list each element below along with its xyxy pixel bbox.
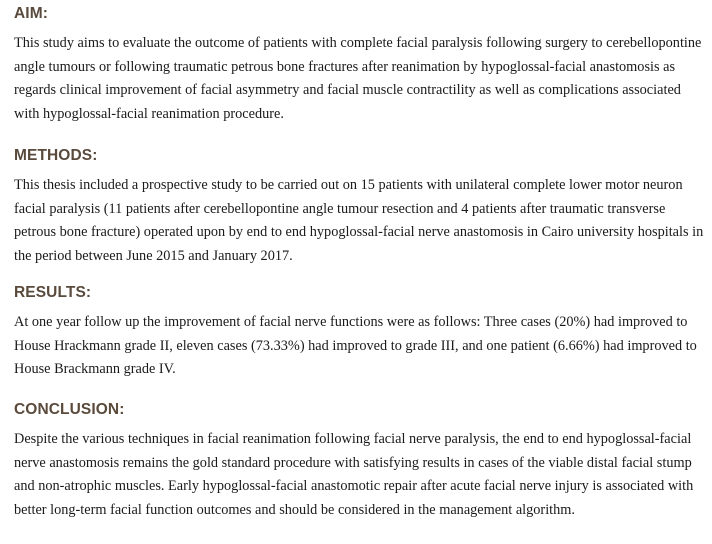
section-text-conclusion: Despite the various techniques in facial reanimation following facial nerve paralysis, the end to end hypoglossal-facial nerve anastomosis remains the gold standard procedure with satisfying results in cases of the viable distal facial stump and non-atrophic muscles. Early hypoglossal-facial anastomotic repair after acute facial nerve injury is associated with better long-term facial function outcomes and should be considered in the management algorithm. (14, 431, 694, 518)
section-aim (14, 0, 706, 142)
abstract (14, 0, 706, 544)
section-results (14, 279, 706, 396)
section-heading-methods: METHODS: (14, 147, 98, 164)
section-heading-aim: AIM: (14, 5, 48, 22)
section-text-aim: This study aims to evaluate the outcome of patients with complete facial paralysis following surgery to cerebellopontine angle tumours or following traumatic petrous bone fractures after reanimation by hypoglossal-facial anastomosis as regards clinical improvement of facial asymmetry and facial muscle contractility as well as complications associated with hypoglossal-facial reanimation procedure. (14, 35, 702, 122)
section-methods (14, 142, 706, 279)
section-heading-results: RESULTS: (14, 284, 92, 301)
section-heading-conclusion: CONCLUSION: (14, 401, 125, 418)
section-conclusion (14, 396, 706, 544)
section-text-methods: This thesis included a prospective study to be carried out on 15 patients with unilateral complete lower motor neuron facial paralysis (11 patients after cerebellopontine angle tumour resection and 4 patients after traumatic transverse petrous bone fracture) operated upon by end to end hypoglossal-facial nerve anastomosis in Cairo university hospitals in the period between June 2015 and January 2017. (14, 177, 704, 264)
section-text-results: At one year follow up the improvement of facial nerve functions were as follows: Three cases (20%) had improved to House Hrackmann grade II, eleven cases (73.33%) had improved to grade III, and one patient (6.66%) had improved to House Brackmann grade IV. (14, 314, 697, 377)
